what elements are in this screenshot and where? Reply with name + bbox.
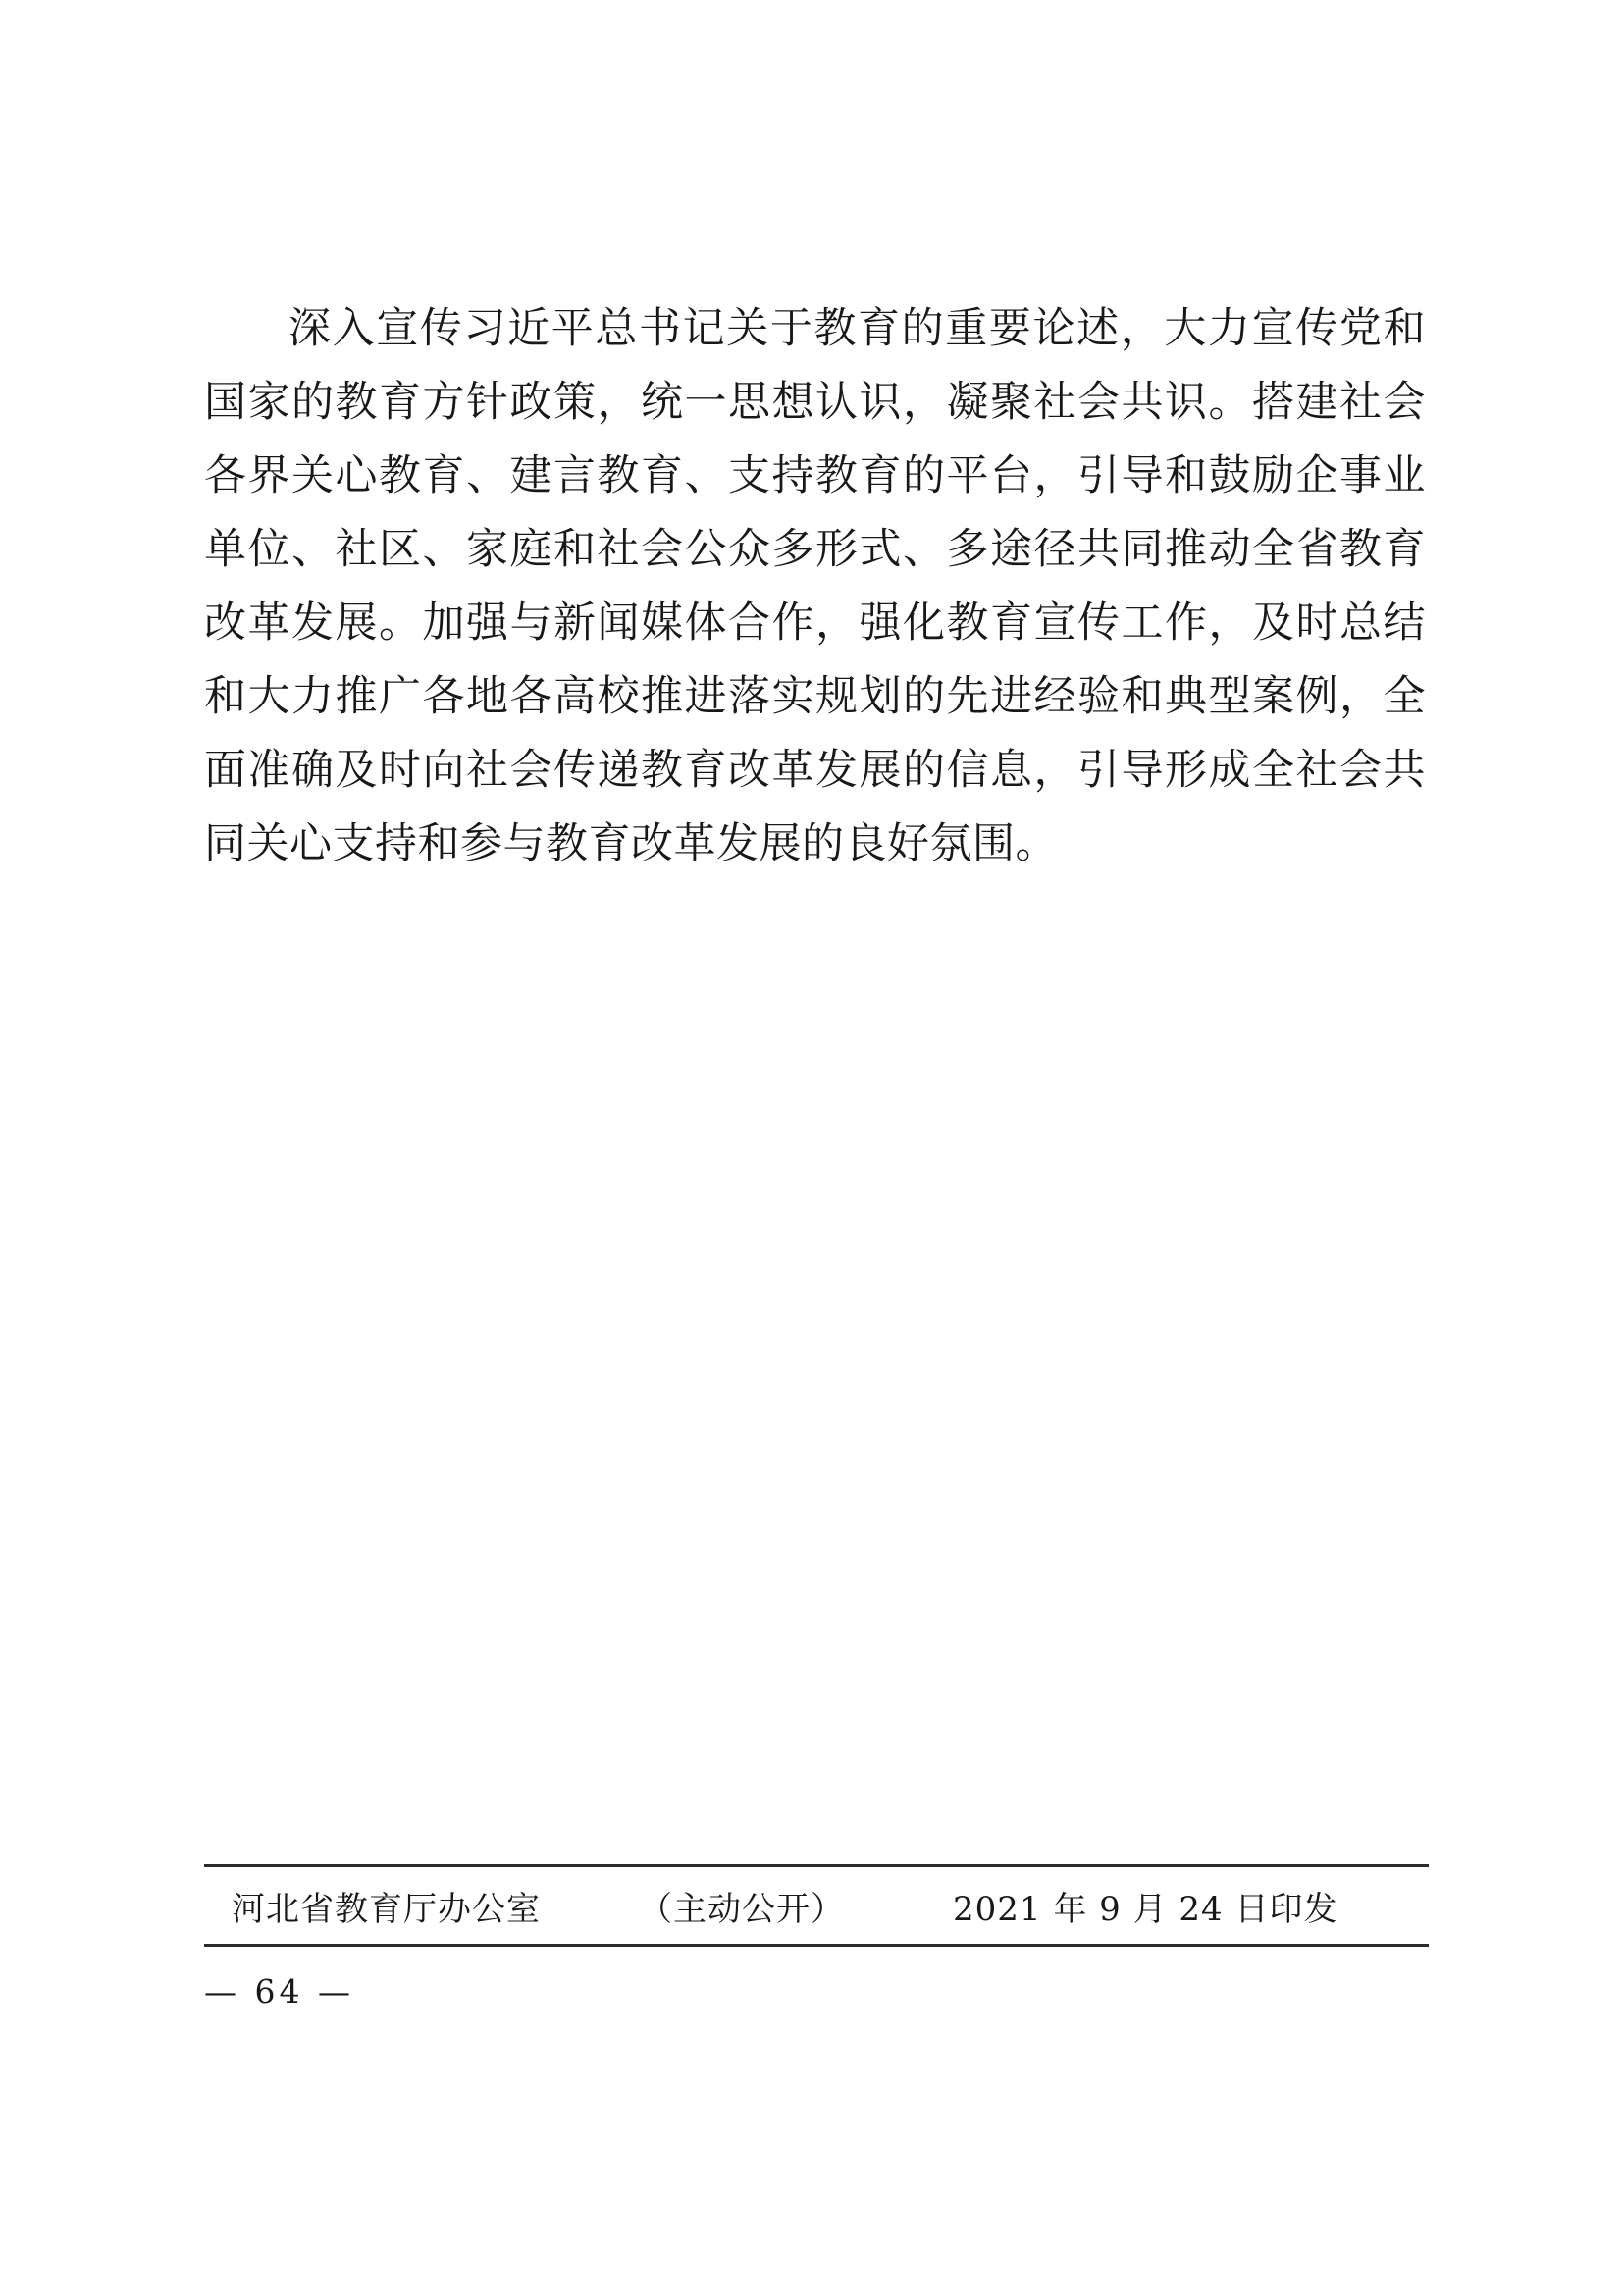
page-footer [204, 1864, 1429, 1947]
body-text-block [204, 250, 1426, 923]
footer-content-row [204, 1867, 1429, 1944]
footer-issuer: 河北省教育厅办公室 [232, 1889, 541, 1929]
page-number: — 64 — [204, 1972, 354, 2010]
footer-openness-label: （主动公开） [639, 1889, 845, 1929]
footer-bottom-rule [204, 1944, 1429, 1947]
page-number-row [204, 1972, 1429, 2010]
body-paragraph: 深入宣传习近平总书记关于教育的重要论述，大力宣传党和国家的教育方针政策，统一思想认识，凝聚社会共识。搭建社会各界关心教育、建言教育、支持教育的平台，引导和鼓励企事业单位、社区、家庭和社会公众多形式、多途径共同推动全省教育改革发展。加强与新闻媒体合作，强化教育宣传工作，及时总结和大力推广各地各高校推进落实规划的先进经验和典型案例，全面准确及时向社会传递教育改革发展的信息，引导形成全社会共同关心支持和参与教育改革发展的良好氛围。 [204, 304, 1426, 868]
footer-issue-date: 2021 年 9 月 24 日印发 [953, 1889, 1338, 1929]
